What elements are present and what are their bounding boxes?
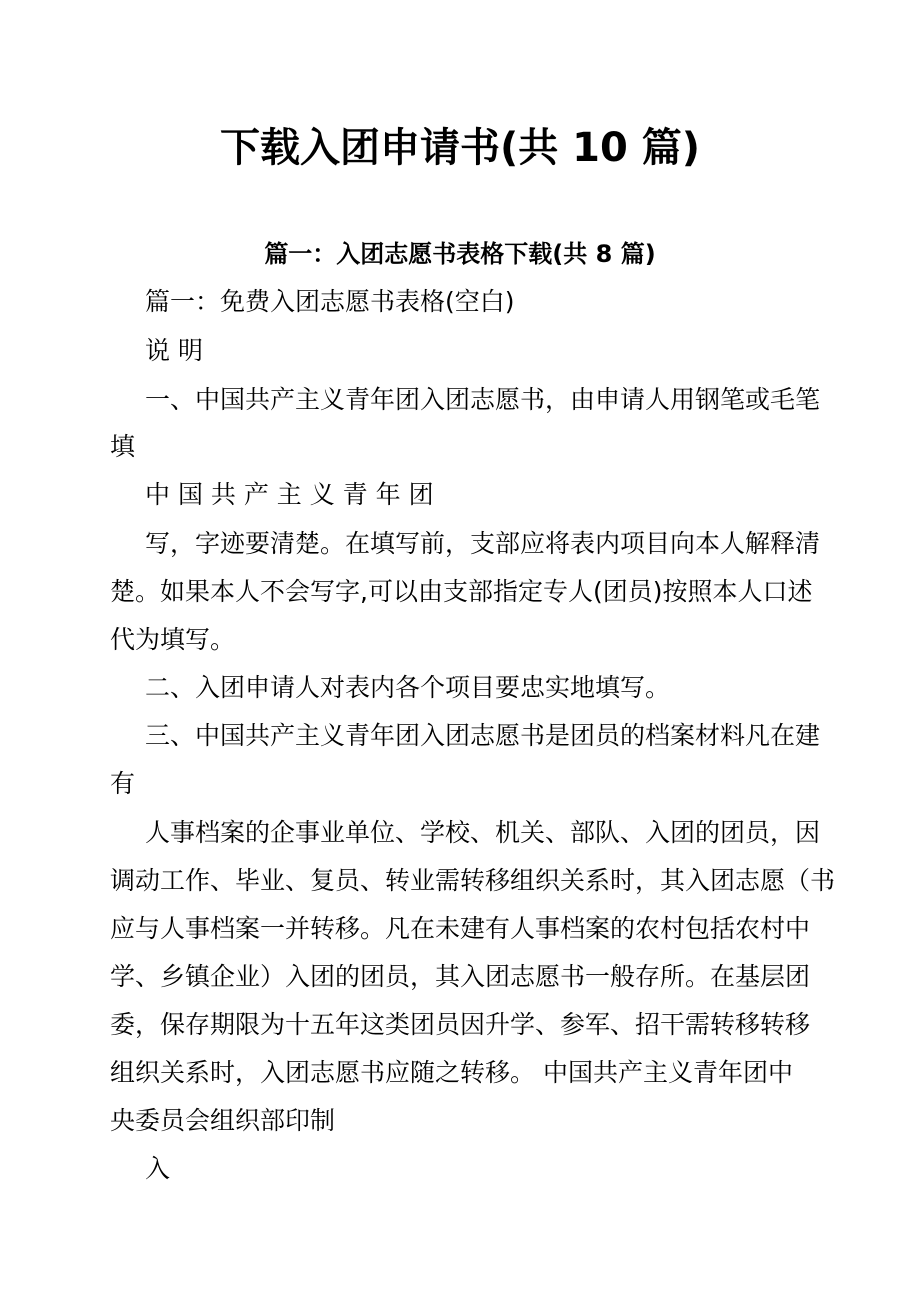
paragraph-line: 央委员会组织部印制 bbox=[110, 1106, 336, 1135]
paragraph-line: 组织关系时，入团志愿书应随之转移。 中国共产主义青年团中 bbox=[110, 1058, 793, 1087]
paragraph-line: 人事档案的企事业单位、学校、机关、部队、入团的团员，因 bbox=[145, 818, 821, 847]
paragraph-line: 有 bbox=[110, 769, 136, 798]
paragraph-line: 学、乡镇企业）入团的团员，其入团志愿书一般存所。在基层团 bbox=[110, 962, 811, 991]
paragraph-line: 中 国 共 产 主 义 青 年 团 bbox=[145, 480, 434, 509]
paragraph-line: 委，保存期限为十五年这类团员因升学、参军、招干需转移转移 bbox=[110, 1010, 811, 1039]
paragraph-line: 三、中国共产主义青年团入团志愿书是团员的档案材料凡在建 bbox=[145, 721, 821, 750]
document-subtitle: 篇一：入团志愿书表格下载(共 8 篇) bbox=[264, 240, 656, 268]
document-title: 下载入团申请书(共 10 篇) bbox=[219, 125, 701, 171]
paragraph-line: 写，字迹要清楚。在填写前，支部应将表内项目向本人解释清 bbox=[145, 529, 821, 558]
paragraph-line: 应与人事档案一并转移。凡在未建有人事档案的农村包括农村中 bbox=[110, 914, 811, 943]
paragraph-line: 入 bbox=[145, 1154, 171, 1183]
explanation-heading: 说 明 bbox=[145, 336, 203, 365]
paragraph-line: 代为填写。 bbox=[110, 625, 236, 654]
paragraph-line: 填 bbox=[110, 432, 136, 461]
paragraph-line: 二、入团申请人对表内各个项目要忠实地填写。 bbox=[145, 673, 671, 702]
paragraph-line: 楚。如果本人不会写字,可以由支部指定专人(团员)按照本人口述 bbox=[110, 577, 813, 606]
paragraph-line: 调动工作、毕业、复员、转业需转移组织关系时，其入团志愿（书 bbox=[110, 866, 836, 895]
section-heading: 篇一：免费入团志愿书表格(空白) bbox=[145, 287, 515, 316]
paragraph-line: 一、中国共产主义青年团入团志愿书，由申请人用钢笔或毛笔 bbox=[145, 385, 821, 414]
